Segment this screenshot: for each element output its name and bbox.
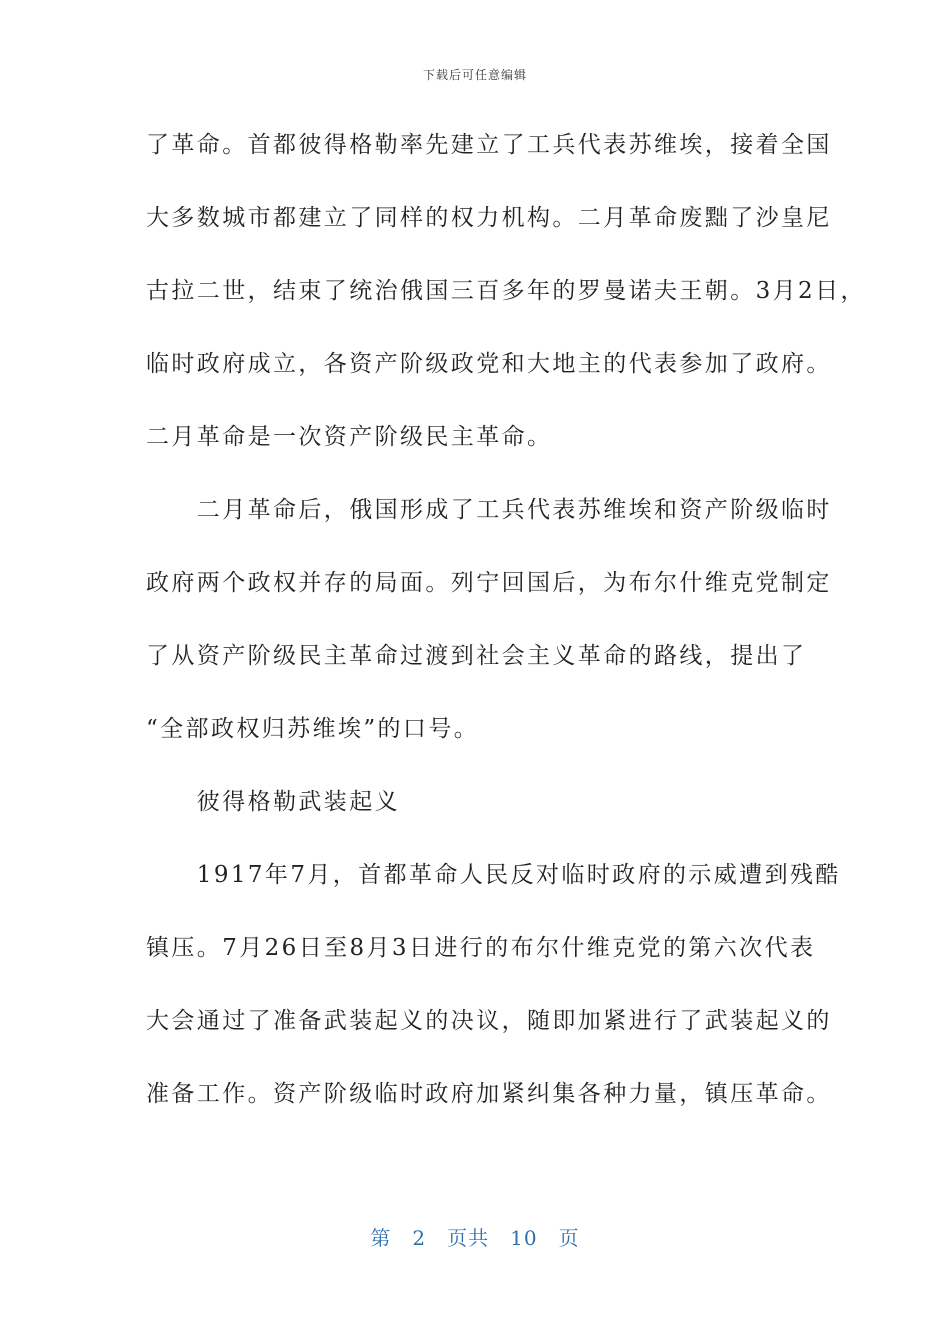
- text-line: 了从资产阶级民主革命过渡到社会主义革命的路线，提出了: [146, 643, 807, 669]
- text-line: 大会通过了准备武装起义的决议，随即加紧进行了武装起义的: [146, 1008, 832, 1034]
- page-header-note: 下载后可任意编辑: [422, 68, 527, 82]
- page-number-footer: 第 2 页共 10 页: [370, 1226, 580, 1250]
- text-line: 准备工作。资产阶级临时政府加紧纠集各种力量，镇压革命。: [146, 1081, 832, 1107]
- text-line: 政府两个政权并存的局面。列宁回国后，为布尔什维克党制定: [146, 570, 832, 596]
- text-line: 大多数城市都建立了同样的权力机构。二月革命废黜了沙皇尼: [146, 205, 832, 231]
- text-line: “全部政权归苏维埃”的口号。: [146, 716, 480, 742]
- text-line: 镇压。7月26日至8月3日进行的布尔什维克党的第六次代表: [146, 935, 816, 961]
- text-line: 了革命。首都彼得格勒率先建立了工兵代表苏维埃，接着全国: [146, 132, 832, 158]
- text-line: 古拉二世，结束了统治俄国三百多年的罗曼诺夫王朝。3月2日，: [146, 278, 866, 304]
- section-heading: 彼得格勒武装起义: [146, 789, 400, 815]
- document-body: [146, 120, 866, 1142]
- text-line: 临时政府成立，各资产阶级政党和大地主的代表参加了政府。: [146, 351, 832, 377]
- text-line: 二月革命后，俄国形成了工兵代表苏维埃和资产阶级临时: [146, 497, 832, 523]
- text-line: 1917年7月，首都革命人民反对临时政府的示威遭到残酷: [146, 862, 841, 888]
- text-line: 二月革命是一次资产阶级民主革命。: [146, 424, 553, 450]
